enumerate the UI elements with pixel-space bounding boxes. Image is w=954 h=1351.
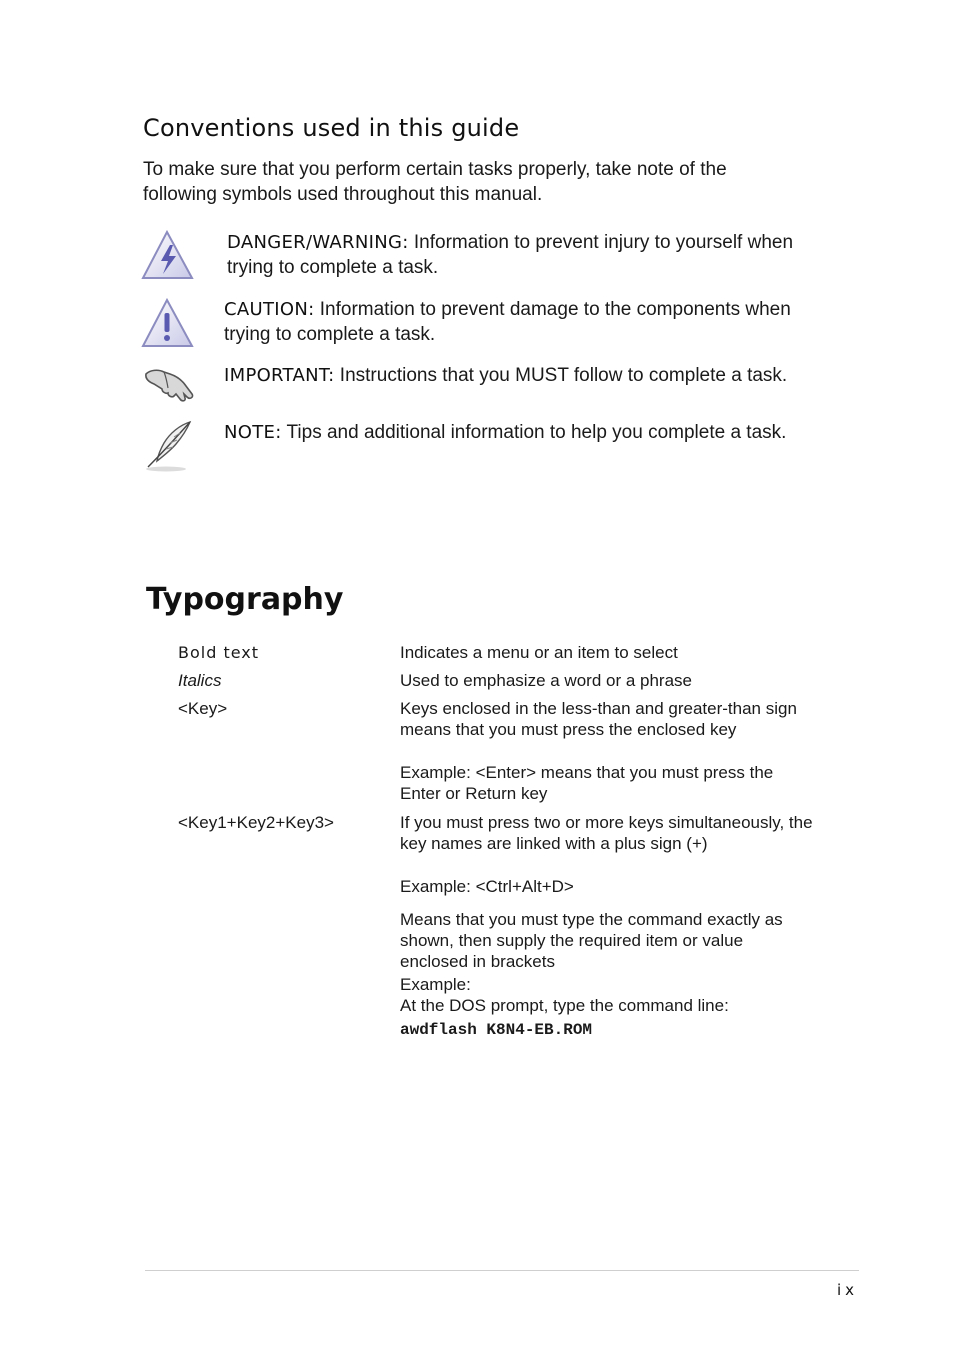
- note-quill-icon: [140, 419, 198, 475]
- command-prompt-line: At the DOS prompt, type the command line:: [400, 996, 729, 1015]
- desc-italics: Used to emphasize a word or a phrase: [400, 671, 692, 690]
- desc-bold-text: Indicates a menu or an item to select: [400, 643, 678, 662]
- important-text: Instructions that you MUST follow to complete a task.: [334, 365, 788, 386]
- page-number: ix: [836, 1281, 858, 1299]
- danger-label: DANGER/WARNING:: [227, 232, 409, 253]
- term-bold-text: Bold text: [178, 643, 260, 662]
- important-hand-icon: [140, 360, 198, 416]
- command-desc: Means that you must type the command exactly as shown, then supply the required item or value enclosed in brackets: [400, 910, 783, 971]
- desc-key: Keys enclosed in the less-than and greater-than sign means that you must press the enclosed key: [400, 699, 797, 739]
- conv-item-note: [224, 420, 814, 445]
- note-text: Tips and additional information to help you complete a task.: [281, 422, 787, 443]
- caution-icon: [140, 296, 198, 352]
- example-key: Example: <Enter> means that you must press the Enter or Return key: [400, 763, 774, 803]
- conventions-intro: To make sure that you perform certain tasks properly, take note of the following symbols used throughout this manual.: [143, 159, 727, 205]
- conv-item-caution: [224, 297, 814, 347]
- conventions-title: Conventions used in this guide: [143, 114, 520, 142]
- term-italics: Italics: [178, 671, 222, 690]
- note-label: NOTE:: [224, 422, 282, 443]
- caution-label: CAUTION:: [224, 299, 315, 320]
- conv-item-important: [224, 363, 814, 388]
- danger-warning-icon: [140, 228, 198, 284]
- example-key-combo: Example: <Ctrl+Alt+D>: [400, 877, 574, 896]
- typography-title: Typography: [146, 582, 344, 617]
- conv-item-danger: [227, 230, 817, 280]
- footer-divider: [145, 1270, 859, 1271]
- command-example-label: Example:: [400, 975, 471, 994]
- term-key-combo: <Key1+Key2+Key3>: [178, 813, 334, 832]
- caution-text: Information to prevent damage to the components when trying to complete a task.: [224, 299, 791, 345]
- term-key: <Key>: [178, 699, 228, 718]
- danger-text: Information to prevent injury to yourself when trying to complete a task.: [227, 232, 794, 278]
- desc-key-combo: If you must press two or more keys simultaneously, the key names are linked with a plus sign (+): [400, 813, 813, 853]
- important-label: IMPORTANT:: [224, 365, 335, 386]
- command-text: awdflash K8N4-EB.ROM: [400, 1021, 593, 1039]
